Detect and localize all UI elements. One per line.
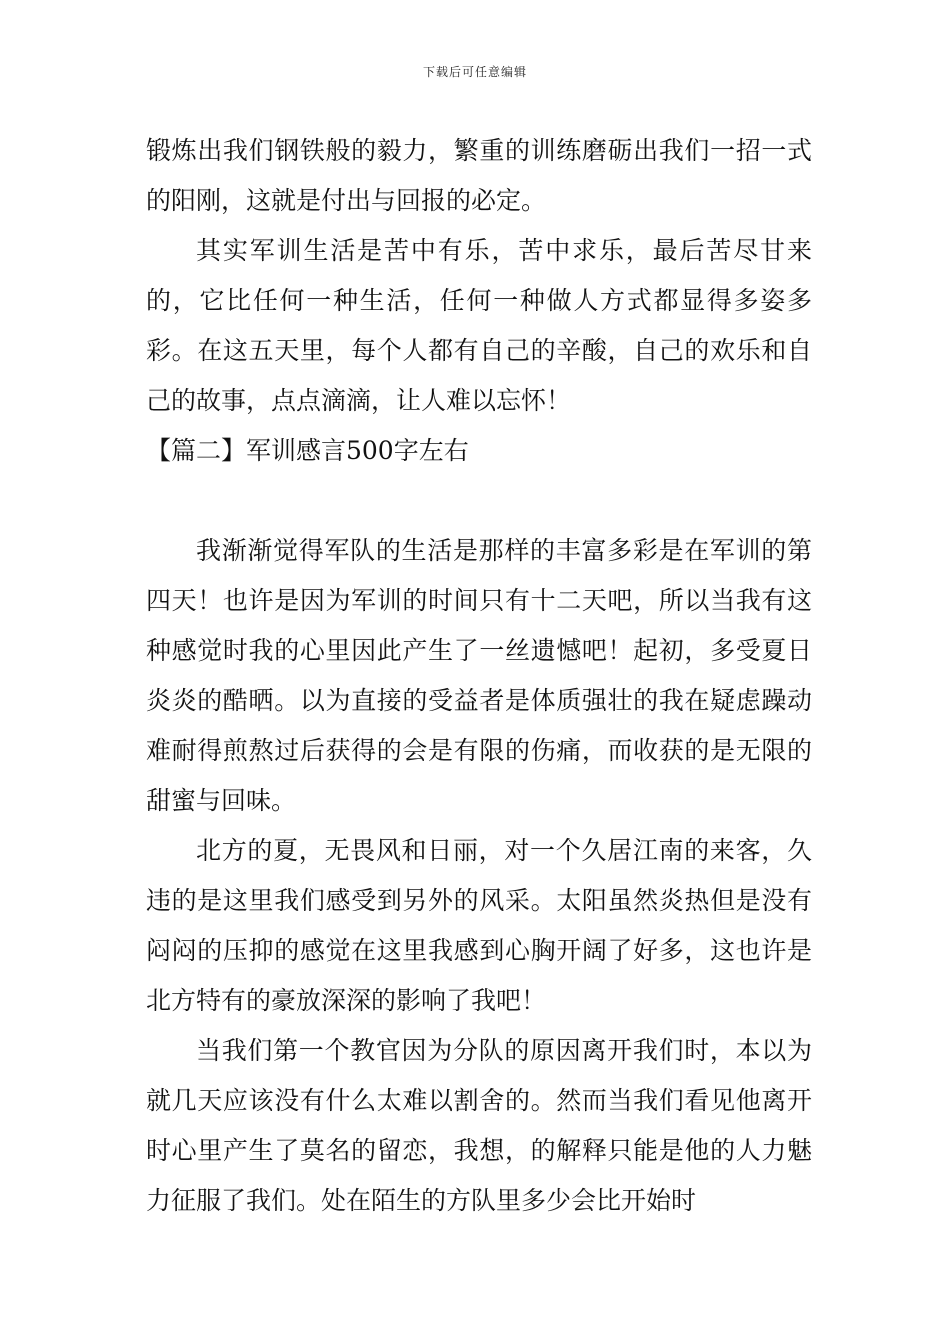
paragraph: 北方的夏，无畏风和日丽，对一个久居江南的来客，久违的是这里我们感受到另外的风采。太阳虽然炎热但是没有闷闷的压抑的感觉在这里我感到心胸开阔了好多，这也许是北方特有的豪放深深的影响了我吧！	[146, 836, 812, 1015]
paragraph-continuation: 锻炼出我们钢铁般的毅力，繁重的训练磨砺出我们一招一式的阳刚，这就是付出与回报的必定。	[146, 136, 812, 215]
blank-line	[146, 476, 812, 526]
section-heading: 【篇二】军训感言500字左右	[146, 436, 469, 465]
paragraph: 当我们第一个教官因为分队的原因离开我们时，本以为就几天应该没有什么太难以割舍的。然而当我们看见他离开时心里产生了莫名的留恋，我想，的解释只能是他的人力魅力征服了我们。处在陌生的方队里多少会比开始时	[146, 1036, 812, 1215]
document-body	[146, 126, 812, 1226]
page-header: 下载后可任意编辑	[422, 65, 527, 79]
paragraph: 我渐渐觉得军队的生活是那样的丰富多彩是在军训的第四天！也许是因为军训的时间只有十二天吧，所以当我有这种感觉时我的心里因此产生了一丝遗憾吧！起初，多受夏日炎炎的酷晒。以为直接的受益者是体质强壮的我在疑虑躁动难耐得煎熬过后获得的会是有限的伤痛，而收获的是无限的甜蜜与回味。	[146, 536, 812, 815]
paragraph: 其实军训生活是苦中有乐，苦中求乐，最后苦尽甘来的，它比任何一种生活，任何一种做人方式都显得多姿多彩。在这五天里，每个人都有自己的辛酸，自己的欢乐和自己的故事，点点滴滴，让人难以忘怀！	[146, 236, 812, 415]
